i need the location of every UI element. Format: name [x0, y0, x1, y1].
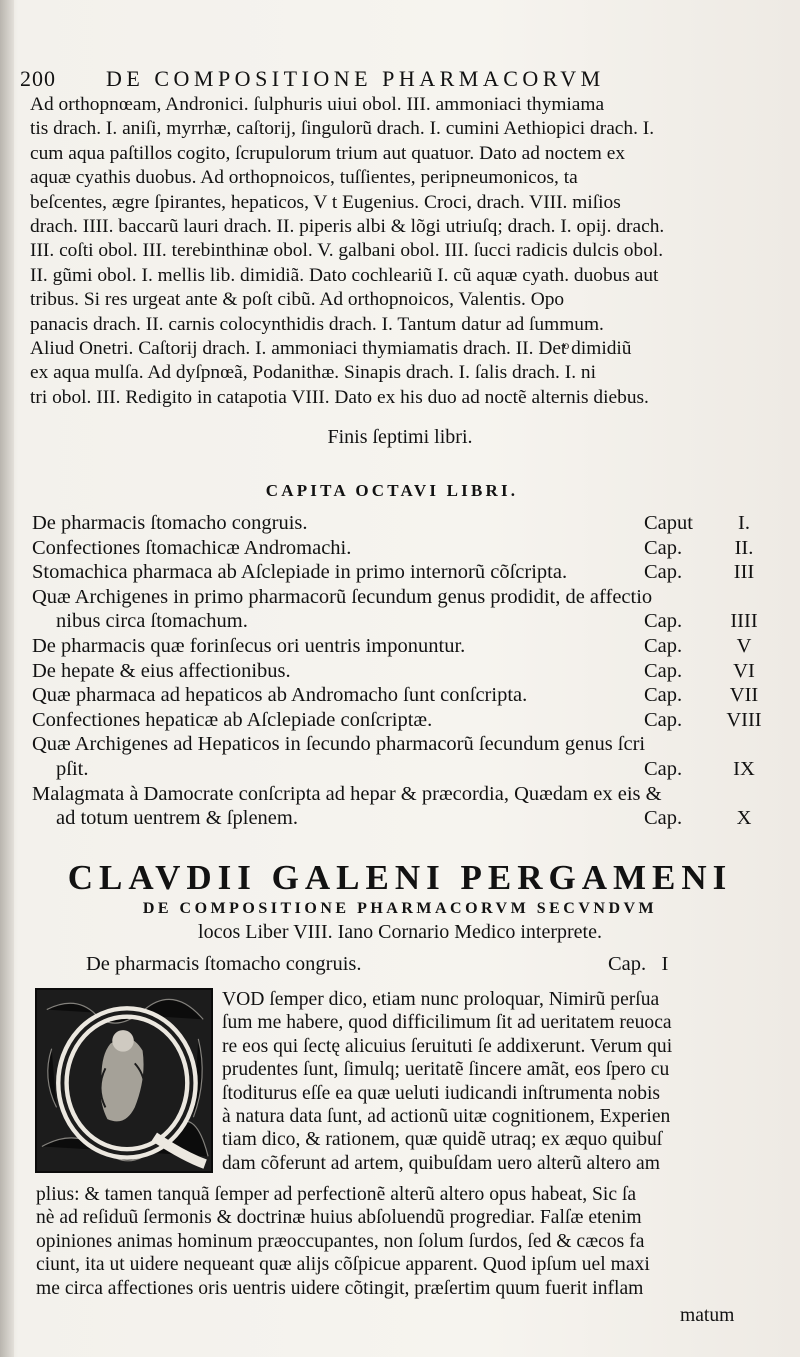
toc-entry-cap: Cap.: [644, 757, 683, 780]
top-text-block: [30, 93, 756, 410]
text-line: aquæ cyathis duobus. Ad orthopnoicos, tuſſientes, peripneumonicos, ta: [30, 167, 578, 189]
toc-entry-title: nibus circa ſtomachum.: [56, 610, 248, 633]
text-line: drach. IIII. baccarũ lauri drach. II. piperis albi & lõgi utriuſq; drach. I. opij. drach.: [30, 215, 665, 237]
text-line: panacis drach. II. carnis colocynthidis drach. I. Tantum datur ad ſummum.: [30, 313, 604, 335]
toc-entry-title: ad totum uentrem & ſplenem.: [56, 807, 298, 830]
toc-heading: CAPITA OCTAVI LIBRI.: [265, 481, 519, 500]
text-line: III. coſti obol. III. terebinthinæ obol. V. galbani obol. III. ſucci radicis dulcis obol.: [30, 240, 664, 262]
decorated-initial-q-woodcut: [35, 988, 213, 1173]
section-chapter: Cap. I: [608, 953, 669, 975]
text-line: Ad orthopnœam, Andronici. ſulphuris uiui obol. III. ammoniaci thymiama: [30, 94, 605, 115]
toc-entry-title: De pharmacis quæ forinſecus ori uentris imponuntur.: [32, 634, 466, 657]
text-line: ciunt, ita ut uidere nequeant quæ alijs cõſpicue apparent. Quod ipſum uel maxi: [36, 1254, 650, 1276]
toc-entry-title: Stomachica pharmaca ab Aſclepiade in primo internorũ cõſcripta.: [32, 561, 568, 584]
toc-row: [32, 708, 772, 733]
toc-row: [32, 609, 772, 634]
toc-row: [32, 536, 772, 561]
toc-entry-title: De pharmacis ſtomacho congruis.: [32, 512, 308, 534]
toc-entry-cap: Cap.: [644, 708, 683, 731]
text-line: Aliud Onetri. Caſtorij drach. I. ammoniaci thymiamatis drach. II. Detͦ dimidiũ: [30, 337, 632, 359]
toc-entry-number: IX: [733, 757, 755, 780]
text-line: tri obol. III. Redigito in catapotia VIII. Dato ex his duo ad noctẽ alternis diebus.: [30, 386, 649, 408]
toc-entry-title: Malagmata à Damocrate conſcripta ad hepar & præcordia, Quædam ex eis &: [32, 782, 662, 805]
catchword: matum: [680, 1305, 735, 1326]
text-line: cum aqua paſtillos cogito, ſcrupulorum trium aut quatuor. Dato ad noctem ex: [30, 142, 626, 164]
text-line: dam cõferunt ad artem, quibuſdam uero alterũ altero am: [222, 1152, 660, 1174]
running-title: DE COMPOSITIONE PHARMACORVM: [106, 66, 605, 91]
toc-entry-cap: Cap.: [644, 684, 683, 707]
section-heading: [86, 953, 736, 976]
text-line: opiniones animas hominum præoccupantes, non ſolum ſurdos, ſed & cæcos fa: [36, 1230, 645, 1252]
toc-entry-title: Confectiones ſtomachicæ Andromachi.: [32, 536, 352, 559]
toc-entry-number: II.: [734, 536, 754, 559]
text-line: ſum me habere, quod difficilimum ſit ad ueritatem reuoca: [222, 1012, 672, 1034]
toc-entry-number: III: [733, 561, 755, 584]
toc-entry-title: De hepate & eius affectionibus.: [32, 659, 291, 682]
running-head: [20, 66, 760, 92]
toc-entry-number: VIII: [726, 708, 762, 731]
toc-entry-number: X: [736, 807, 752, 830]
toc-row: [32, 560, 772, 585]
book-subtitle: DE COMPOSITIONE PHARMACORVM SECVNDVM: [142, 900, 658, 917]
toc-row: [32, 585, 772, 610]
text-line: à natura data ſunt, ad actionũ uitæ cognitionem, Experien: [222, 1105, 671, 1127]
text-line: ex aqua mulſa. Ad dyſpnœã, Podanithæ. Sinapis drach. I. ſalis drach. I. ni: [30, 362, 596, 384]
toc-entry-cap: Cap.: [644, 610, 683, 633]
toc-entry-number: IIII: [730, 610, 758, 633]
page-number: 200: [20, 66, 56, 91]
toc-entry-title: Quæ Archigenes in primo pharmacorũ ſecundum genus prodidit, de affectio: [32, 585, 653, 608]
finis-line: Finis ſeptimi libri.: [327, 426, 473, 448]
text-line: beſcentes, ægre ſpirantes, hepaticos, V t Eugenius. Croci, drach. VIII. miſios: [30, 191, 621, 213]
body-text-beside-initial: [222, 988, 762, 1175]
text-line: II. gũmi obol. I. mellis lib. dimidiã. Dato cochleariũ I. cũ aquæ cyath. duobus aut: [30, 264, 659, 286]
body-text-full-width: [36, 1183, 762, 1300]
toc-entry-cap: Cap.: [644, 659, 683, 682]
toc-entry-cap: Caput: [644, 512, 693, 534]
text-line: prudentes ſunt, ſimulq; ueritatẽ ſincere amãt, eos ſpero cu: [222, 1059, 670, 1081]
toc-row: [32, 757, 772, 782]
text-line: me circa affectiones oris uentris uidere cõtingit, præſertim quum fuerit inflam: [36, 1277, 644, 1299]
toc-entry-title: Confectiones hepaticæ ab Aſclepiade conſcriptæ.: [32, 708, 433, 731]
toc-entry-cap: Cap.: [644, 536, 683, 559]
text-line: tis drach. I. aniſi, myrrhæ, caſtorij, ſingulorũ drach. I. cumini Aethiopici drach. I.: [30, 118, 655, 140]
table-of-contents: [32, 511, 772, 831]
toc-entry-number: VI: [733, 659, 755, 682]
toc-row: [32, 634, 772, 659]
toc-row: [32, 732, 772, 757]
text-line: ſtoditurus eſſe ea quæ ueluti iudicandi inſtrumenta nobis: [222, 1082, 661, 1104]
text-line: VOD ſemper dico, etiam nunc proloquar, Nimirũ perſua: [222, 989, 660, 1010]
toc-entry-title: Quæ pharmaca ad hepaticos ab Andromacho ſunt conſcripta.: [32, 684, 528, 707]
text-line: tiam dico, & rationem, quæ quidẽ utraq; ex æquo quibuſ: [222, 1129, 663, 1151]
toc-row: [32, 511, 772, 536]
text-line: tribus. Si res urgeat ante & poſt cibũ. Ad orthopnoicos, Valentis. Opo: [30, 289, 565, 311]
toc-row: [32, 806, 772, 831]
toc-row: [32, 782, 772, 807]
toc-entry-cap: Cap.: [644, 561, 683, 584]
toc-entry-cap: Cap.: [644, 807, 683, 830]
text-line: nè ad reſiduũ ſermonis & doctrinæ huius abſoluendũ progrediar. Falſæ etenim: [36, 1207, 642, 1229]
toc-entry-number: VII: [729, 684, 759, 707]
toc-row: [32, 659, 772, 684]
toc-entry-number: V: [736, 634, 752, 657]
book-subtitle-translator: locos Liber VIII. Iano Cornario Medico interprete.: [198, 921, 602, 943]
text-line: plius: & tamen tanquã ſemper ad perfectionẽ alterũ altero opus habeat, Sic ſa: [36, 1184, 637, 1205]
text-line: re eos qui ſectę alicuius ſeruituti ſe addixerunt. Verum qui: [222, 1035, 673, 1057]
section-title: De pharmacis ſtomacho congruis.: [86, 953, 362, 975]
toc-entry-title: pſit.: [56, 757, 89, 780]
toc-entry-cap: Cap.: [644, 634, 683, 657]
toc-entry-number: I.: [738, 512, 750, 534]
toc-row: [32, 683, 772, 708]
book-title: CLAVDII GALENI PERGAMENI: [67, 858, 733, 897]
toc-entry-title: Quæ Archigenes ad Hepaticos in ſecundo pharmacorũ ſecundum genus ſcri: [32, 733, 646, 756]
